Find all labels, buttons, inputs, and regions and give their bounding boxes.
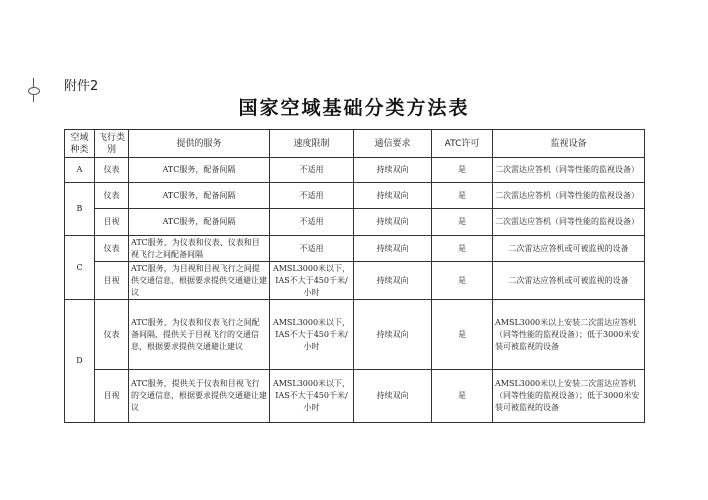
cell-atc: 是 <box>432 262 493 300</box>
cell-speed: AMSL3000米以下，IAS不大于450千米/小时 <box>270 370 354 423</box>
cell-comm: 持续双向 <box>354 236 432 262</box>
cell-atc: 是 <box>432 300 493 370</box>
cell-speed: 不适用 <box>270 236 354 262</box>
attachment-label: 附件2 <box>64 79 99 94</box>
table-row <box>65 300 645 370</box>
cell-service: ATC服务，配备间隔 <box>129 209 270 236</box>
cell-class: B <box>65 183 95 236</box>
cell-flight: 仪表 <box>95 300 129 370</box>
cell-flight: 目视 <box>95 370 129 423</box>
cell-atc: 是 <box>432 209 493 236</box>
cell-flight: 目视 <box>95 209 129 236</box>
cell-comm: 持续双向 <box>354 262 432 300</box>
cell-speed: 不适用 <box>270 209 354 236</box>
table-header-row <box>65 130 645 158</box>
cell-service: ATC服务，为仪表和仪表飞行之间配备间隔，提供关于目视飞行的交通信息，根据要求提供交通避让建议 <box>129 300 270 370</box>
header-service: 提供的服务 <box>129 130 270 158</box>
header-atc-clearance: ATC许可 <box>432 130 493 158</box>
cell-surveillance: 二次雷达应答机或可被监视的设备 <box>493 236 645 262</box>
cell-comm: 持续双向 <box>354 158 432 183</box>
cell-comm: 持续双向 <box>354 300 432 370</box>
cell-speed: 不适用 <box>270 183 354 209</box>
table-row <box>65 209 645 236</box>
header-communication: 通信要求 <box>354 130 432 158</box>
cell-surveillance: 二次雷达应答机（同等性能的监视设备） <box>493 183 645 209</box>
table-row <box>65 262 645 300</box>
cell-service: ATC服务，提供关于仪表和目视飞行的交通信息，根据要求提供交通避让建议 <box>129 370 270 423</box>
cell-atc: 是 <box>432 236 493 262</box>
cell-comm: 持续双向 <box>354 370 432 423</box>
cell-comm: 持续双向 <box>354 209 432 236</box>
cell-speed: AMSL3000米以下，IAS不大于450千米/小时 <box>270 300 354 370</box>
cell-atc: 是 <box>432 183 493 209</box>
header-surveillance: 监视设备 <box>493 130 645 158</box>
cell-comm: 持续双向 <box>354 183 432 209</box>
cell-class: D <box>65 300 95 423</box>
page-title: 国家空域基础分类方法表 <box>238 97 470 119</box>
table-row <box>65 370 645 423</box>
cell-surveillance: 二次雷达应答机（同等性能的监视设备） <box>493 158 645 183</box>
cell-flight: 仪表 <box>95 158 129 183</box>
cell-flight: 目视 <box>95 262 129 300</box>
cell-service: ATC服务，为仪表和仪表、仪表和目视飞行之间配备间隔 <box>129 236 270 262</box>
cell-atc: 是 <box>432 158 493 183</box>
cell-surveillance: AMSL3000米以上安装二次雷达应答机（同等性能的监视设备）；低于3000米安装可被监视的设备 <box>493 300 645 370</box>
cell-surveillance: 二次雷达应答机（同等性能的监视设备） <box>493 209 645 236</box>
header-flight-category: 飞行类别 <box>95 130 129 158</box>
table-row <box>65 158 645 183</box>
cell-speed: AMSL3000米以下，IAS不大于450千米/小时 <box>270 262 354 300</box>
cell-service: ATC服务，为目视和目视飞行之间提供交通信息，根据要求提供交通避让建议 <box>129 262 270 300</box>
header-airspace-class: 空域种类 <box>65 130 95 158</box>
cell-atc: 是 <box>432 370 493 423</box>
cell-surveillance: AMSL3000米以上安装二次雷达应答机（同等性能的监视设备）；低于3000米安装可被监视的设备 <box>493 370 645 423</box>
cell-service: ATC服务，配备间隔 <box>129 183 270 209</box>
cell-speed: 不适用 <box>270 158 354 183</box>
cell-class: A <box>65 158 95 183</box>
cell-flight: 仪表 <box>95 236 129 262</box>
table-row <box>65 183 645 209</box>
cell-flight: 仪表 <box>95 183 129 209</box>
header-speed-limit: 速度限制 <box>270 130 354 158</box>
cell-surveillance: 二次雷达应答机或可被监视的设备 <box>493 262 645 300</box>
airspace-classification-table <box>64 129 645 423</box>
cell-service: ATC服务，配备间隔 <box>129 158 270 183</box>
table-row <box>65 236 645 262</box>
cell-class: C <box>65 236 95 300</box>
